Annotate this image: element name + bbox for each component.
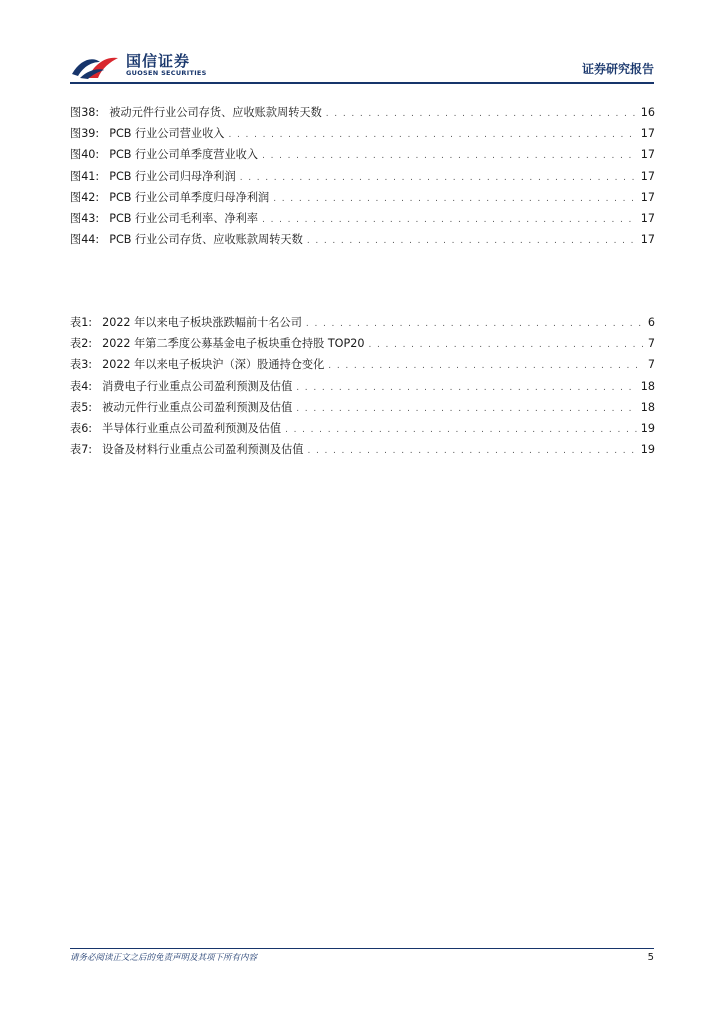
- toc-entry-title: 消费电子行业重点公司盈利预测及估值: [102, 379, 293, 393]
- tables-toc: [70, 312, 655, 460]
- toc-dot-leader: [306, 314, 644, 335]
- toc-entry-title: PCB 行业公司单季度营业收入: [109, 148, 259, 162]
- toc-entry-page: 17: [640, 211, 655, 225]
- toc-dot-leader: [368, 335, 643, 356]
- toc-entry-label: 图39:: [70, 127, 100, 141]
- toc-dot-leader: [296, 399, 636, 420]
- toc-entry-title: PCB 行业公司归母净利润: [109, 169, 236, 183]
- figure-toc-entry[interactable]: [70, 208, 655, 229]
- toc-entry-page: 19: [640, 421, 655, 435]
- toc-entry-title: PCB 行业公司存货、应收账款周转天数: [109, 233, 303, 247]
- figures-toc: [70, 102, 655, 250]
- toc-entry-title: PCB 行业公司单季度归母净利润: [109, 190, 270, 204]
- toc-entry-title: 2022 年以来电子板块沪（深）股通持仓变化: [102, 358, 325, 372]
- table-toc-entry[interactable]: [70, 354, 655, 375]
- table-toc-entry[interactable]: [70, 439, 655, 460]
- figure-toc-entry[interactable]: [70, 187, 655, 208]
- toc-entry-label: 表4:: [70, 379, 93, 393]
- toc-entry-label: 表5:: [70, 400, 93, 414]
- toc-entry-page: 17: [640, 127, 655, 141]
- toc-entry-page: 7: [647, 337, 655, 351]
- toc-dot-leader: [326, 104, 637, 125]
- figure-toc-entry[interactable]: [70, 144, 655, 165]
- toc-entry-label: 图41:: [70, 169, 100, 183]
- logo-english-name: GUOSEN SECURITIES: [126, 69, 207, 77]
- toc-entry-page: 17: [640, 169, 655, 183]
- toc-dot-leader: [273, 189, 637, 210]
- page-header: [0, 0, 724, 90]
- toc-entry-label: 图42:: [70, 190, 100, 204]
- toc-entry-title: PCB 行业公司毛利率、净利率: [109, 211, 259, 225]
- toc-dot-leader: [307, 231, 637, 252]
- toc-dot-leader: [240, 168, 637, 189]
- toc-dot-leader: [307, 441, 636, 462]
- toc-entry-label: 图38:: [70, 106, 100, 119]
- toc-entry-label: 表1:: [70, 316, 93, 329]
- toc-entry-page: 16: [640, 106, 655, 119]
- report-type-label: 证券研究报告: [581, 62, 654, 76]
- toc-entry-label: 表2:: [70, 337, 93, 351]
- figure-toc-entry[interactable]: [70, 123, 655, 144]
- toc-dot-leader: [229, 125, 637, 146]
- guosen-logo-icon: [70, 50, 120, 80]
- toc-entry-title: 被动元件行业重点公司盈利预测及估值: [102, 400, 293, 414]
- toc-entry-title: 半导体行业重点公司盈利预测及估值: [102, 421, 282, 435]
- figure-toc-entry[interactable]: [70, 166, 655, 187]
- footer-disclaimer: 请务必阅读正文之后的免责声明及其项下所有内容: [70, 953, 258, 963]
- toc-entry-page: 17: [640, 233, 655, 247]
- table-toc-entry[interactable]: [70, 418, 655, 439]
- toc-entry-label: 表7:: [70, 443, 93, 457]
- toc-entry-label: 图43:: [70, 211, 100, 225]
- toc-entry-page: 7: [647, 358, 655, 372]
- toc-entry-title: 设备及材料行业重点公司盈利预测及估值: [102, 443, 304, 457]
- toc-entry-page: 18: [640, 400, 655, 414]
- page-number: 5: [647, 952, 654, 963]
- toc-entry-page: 19: [640, 443, 655, 457]
- toc-entry-title: 被动元件行业公司存货、应收账款周转天数: [109, 106, 322, 119]
- table-toc-entry[interactable]: [70, 312, 655, 333]
- toc-entry-label: 表6:: [70, 421, 93, 435]
- toc-dot-leader: [262, 146, 637, 167]
- header-divider: [70, 82, 654, 84]
- toc-entry-label: 图40:: [70, 148, 100, 162]
- table-toc-entry[interactable]: [70, 397, 655, 418]
- logo-chinese-name: 国信证券: [126, 52, 191, 70]
- toc-entry-page: 17: [640, 190, 655, 204]
- toc-entry-label: 表3:: [70, 358, 93, 372]
- toc-entry-title: 2022 年以来电子板块涨跌幅前十名公司: [102, 316, 302, 329]
- toc-dot-leader: [262, 210, 637, 231]
- table-toc-entry[interactable]: [70, 333, 655, 354]
- table-toc-entry[interactable]: [70, 376, 655, 397]
- toc-dot-leader: [285, 420, 637, 441]
- toc-dot-leader: [328, 356, 644, 377]
- toc-entry-title: 2022 年第二季度公募基金电子板块重仓持股 TOP20: [102, 337, 365, 351]
- toc-entry-page: 17: [640, 148, 655, 162]
- figure-toc-entry[interactable]: [70, 229, 655, 250]
- company-logo: [70, 48, 220, 82]
- toc-entry-title: PCB 行业公司营业收入: [109, 127, 225, 141]
- figure-toc-entry[interactable]: [70, 102, 655, 123]
- toc-entry-page: 18: [640, 379, 655, 393]
- toc-entry-label: 图44:: [70, 233, 100, 247]
- toc-entry-page: 6: [647, 316, 655, 329]
- toc-dot-leader: [296, 378, 636, 399]
- footer-divider: [70, 948, 654, 949]
